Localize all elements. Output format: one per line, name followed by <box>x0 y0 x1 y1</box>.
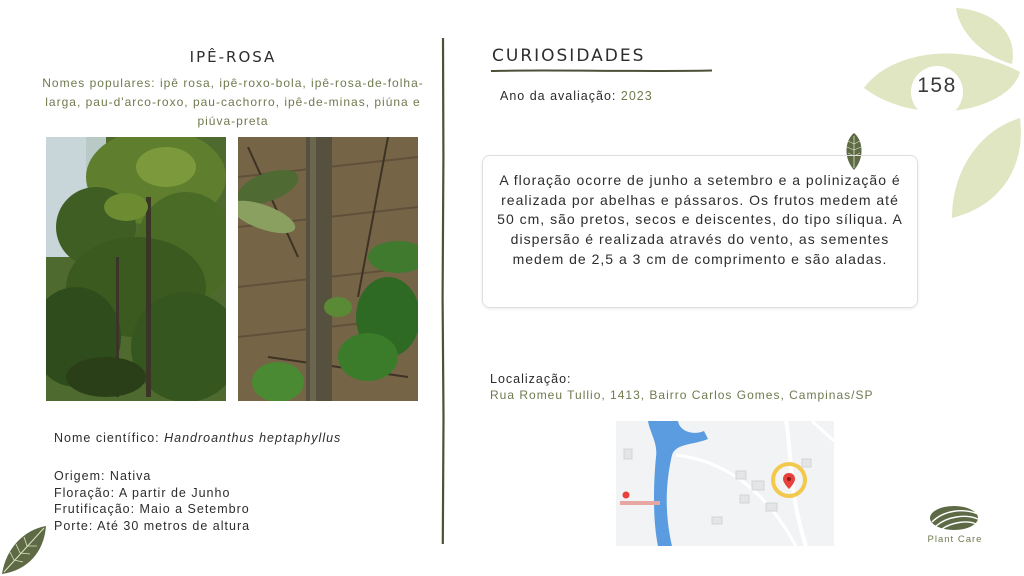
tree-photo-forest <box>46 137 226 401</box>
location-map[interactable] <box>616 421 834 546</box>
page-number: 158 <box>917 74 957 97</box>
location-label: Localização: <box>490 372 572 386</box>
location-address: Rua Romeu Tullio, 1413, Bairro Carlos Gomes, Campinas/SP <box>490 388 874 402</box>
plant-title: IPÊ-ROSA <box>189 48 277 66</box>
evaluation-label: Ano da avaliação: <box>500 89 617 103</box>
leaf-corner-icon <box>0 522 50 576</box>
popular-names: Nomes populares: ipê rosa, ipê-roxo-bola, ipê-rosa-de-folha-larga, pau-d'arco-roxo, pau-cachorro, ipê-de-minas, piúna e piúva-preta <box>42 76 424 128</box>
size-text: Porte: Até 30 metros de altura <box>54 518 251 533</box>
origin-text: Origem: Nativa <box>54 469 152 483</box>
curiosities-text: A floração ocorre de junho a setembro e a polinização é realizada por abelhas e pássaros. Os frutos medem até 50 cm, são pretos, secos e deiscentes, do tipo síliqua. A dispersão é realizada através do vento, as sementes medem de 2,5 a 3 cm de comprimento e são aladas. <box>497 172 903 267</box>
column-divider <box>441 38 445 544</box>
evaluation-row <box>500 89 653 103</box>
fruiting-text: Frutificação: Maio a Setembro <box>54 502 250 516</box>
scientific-name: Handroanthus heptaphyllus <box>164 431 342 445</box>
flowering-text: Floração: A partir de Junho <box>54 485 231 500</box>
leaf-bottom-shape <box>952 118 1021 218</box>
plant-care-logo <box>928 502 982 534</box>
tree-photo-trunk <box>238 137 418 401</box>
plant-details <box>54 468 250 534</box>
curiosities-underline <box>490 68 714 74</box>
curiosities-title: CURIOSIDADES <box>492 46 646 66</box>
scientific-label: Nome científico: <box>54 431 160 445</box>
scientific-name-row <box>54 430 341 447</box>
logo-text: Plant Care <box>927 534 983 545</box>
evaluation-year: 2023 <box>620 89 653 103</box>
